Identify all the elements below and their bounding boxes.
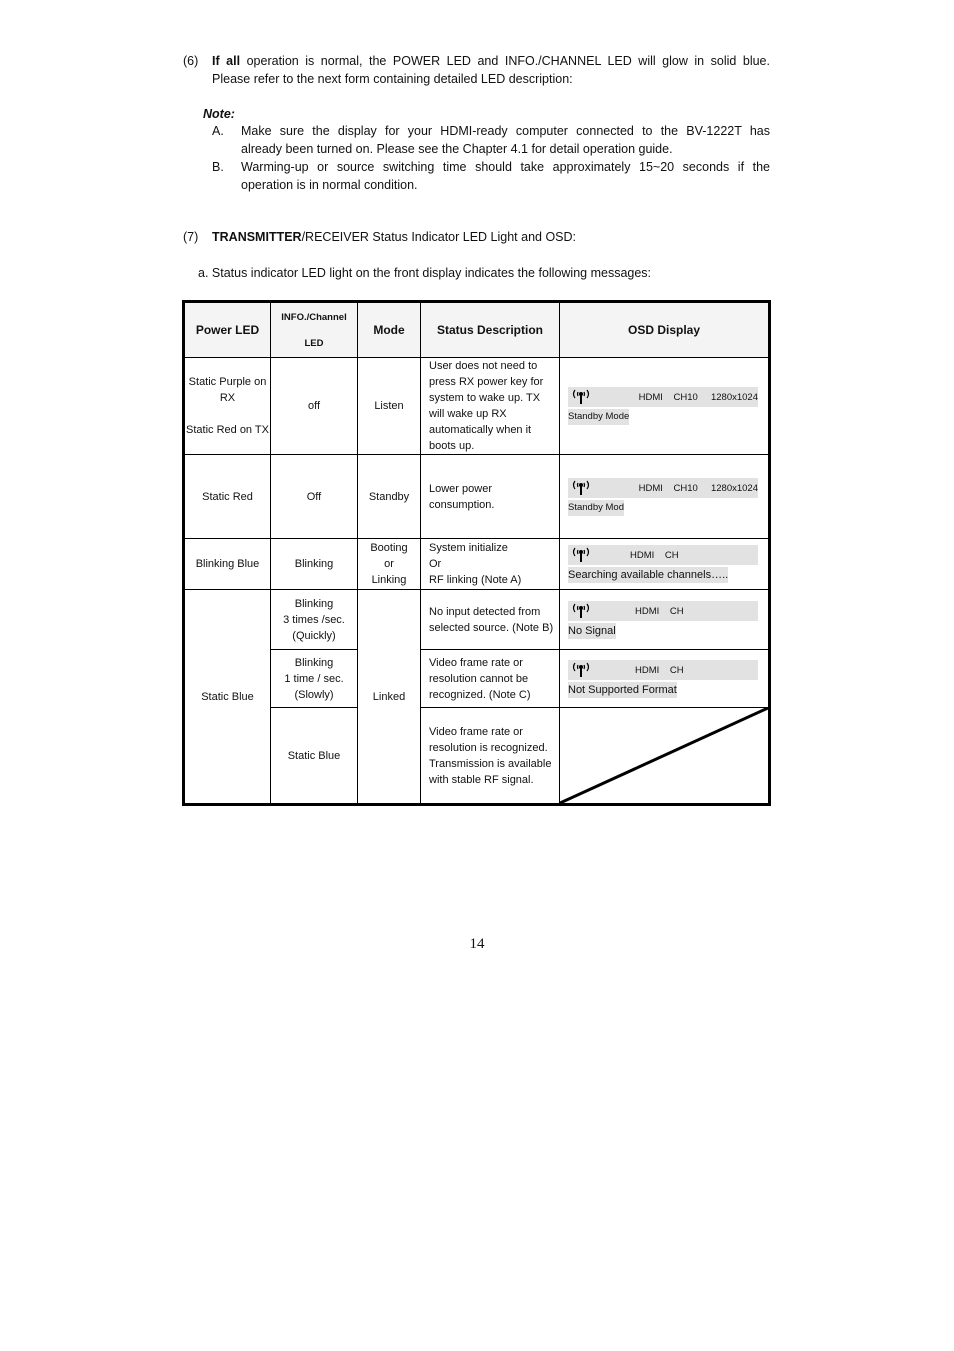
row1-desc: User does not need to press RX power key for system to wake up. TX will wake up RX automatically when it boots up. — [421, 358, 560, 455]
note-b-line2: operation is in normal condition. — [241, 178, 418, 192]
row1-power-line2: Static Red on TX — [186, 424, 269, 436]
item6-lead-bold: If all — [212, 54, 241, 68]
row2-osd — [560, 455, 770, 539]
note-title: Note: — [203, 107, 235, 121]
row4-mode: Linked — [358, 590, 421, 805]
row2-info: Off — [271, 455, 358, 539]
row3-osd — [560, 539, 770, 590]
table-row — [184, 708, 770, 805]
row4b-info-line2: 1 time / sec. — [284, 672, 344, 685]
row4b-info — [271, 650, 358, 708]
row1-info: off — [271, 358, 358, 455]
diagonal-slash — [560, 708, 768, 803]
page-number: 14 — [469, 936, 485, 952]
row4c-osd-empty — [560, 708, 770, 805]
osd-info: HDMI CH — [635, 664, 684, 676]
item7-number: (7) — [183, 230, 199, 244]
antenna-icon — [571, 544, 591, 562]
item7-bold: TRANSMITTER — [212, 230, 302, 244]
antenna-icon — [571, 600, 591, 618]
row3-desc — [421, 539, 560, 590]
row4-power: Static Blue — [184, 590, 271, 805]
row2-desc: Lower power consumption. — [421, 455, 560, 539]
table-row — [184, 590, 770, 650]
osd-status-bar — [568, 387, 758, 407]
row4a-osd — [560, 590, 770, 650]
note-b-label: B. — [212, 160, 224, 174]
row3-desc-line1: System initialize — [429, 542, 508, 554]
row3-desc-line3: RF linking (Note A) — [429, 574, 522, 586]
row4b-info-line1: Blinking — [294, 656, 334, 669]
row1-osd — [560, 358, 770, 455]
header-info-line1: INFO./Channel — [281, 311, 347, 323]
row4a-info-line1: Blinking — [294, 597, 334, 610]
row4b-info-line3: (Slowly) — [294, 688, 334, 701]
table-row — [184, 539, 770, 590]
antenna-icon — [571, 477, 591, 495]
row1-power — [184, 358, 271, 455]
row3-info: Blinking — [271, 539, 358, 590]
item7-heading — [212, 228, 576, 246]
row3-power: Blinking Blue — [184, 539, 271, 590]
header-mode: Mode — [358, 302, 421, 358]
antenna-icon — [571, 659, 591, 677]
table-row — [184, 358, 770, 455]
row4a-desc: No input detected from selected source. (Note B) — [421, 590, 560, 650]
table-header-row — [184, 302, 770, 358]
row3-mode-line3: Linking — [371, 574, 407, 586]
item6-line1-rest: operation is normal, the POWER LED and INFO./CHANNEL LED will glow in solid blue. — [246, 54, 770, 68]
row2-power: Static Red — [184, 455, 271, 539]
row2-mode: Standby — [358, 455, 421, 539]
item6-line2: Please refer to the next form containing detailed LED description: — [212, 72, 573, 86]
row4a-info — [271, 590, 358, 650]
header-info-line2: LED — [304, 337, 324, 349]
row4c-info: Static Blue — [271, 708, 358, 805]
osd-message: Standby Mod — [568, 500, 624, 516]
note-a-line2: already been turned on. Please see the Chapter 4.1 for detail operation guide. — [241, 142, 673, 156]
note-a-label: A. — [212, 124, 224, 138]
row3-mode — [358, 539, 421, 590]
header-status: Status Description — [421, 302, 560, 358]
row1-mode: Listen — [358, 358, 421, 455]
item6-line1 — [212, 52, 770, 70]
osd-info: HDMI CH — [635, 605, 684, 617]
row3-desc-line2: Or — [429, 558, 442, 570]
table-row — [184, 455, 770, 539]
item7-sub: a. Status indicator LED light on the front display indicates the following messages: — [198, 266, 652, 280]
osd-message: No Signal — [568, 624, 616, 637]
osd-info: HDMI CH10 1280x1024 — [638, 482, 758, 494]
osd-status-bar — [568, 478, 758, 498]
note-b-line1: Warming-up or source switching time should take approximately 15~20 seconds if the — [241, 160, 770, 174]
osd-message: Not Supported Format — [568, 683, 677, 696]
osd-message: Standby Mode — [568, 409, 629, 425]
row4a-info-line2: 3 times /sec. — [283, 613, 345, 626]
row4a-info-line3: (Quickly) — [292, 629, 336, 642]
row3-mode-line2: or — [384, 558, 394, 570]
item6-number: (6) — [183, 54, 199, 68]
osd-message: Searching available channels….. — [568, 569, 729, 581]
header-info-led — [271, 302, 358, 358]
antenna-icon — [571, 386, 591, 404]
row4b-osd — [560, 650, 770, 708]
osd-info: HDMI CH10 1280x1024 — [638, 392, 758, 403]
osd-info: HDMI CH — [630, 550, 679, 561]
row4c-desc: Video frame rate or resolution is recognized. Transmission is available with stable RF signal. — [421, 708, 560, 805]
row1-power-line1: Static Purple on RX — [188, 376, 267, 404]
osd-status-bar — [568, 545, 758, 565]
table-row — [184, 650, 770, 708]
osd-status-bar — [568, 601, 758, 621]
led-status-table — [182, 300, 771, 806]
header-osd: OSD Display — [560, 302, 770, 358]
header-power-led: Power LED — [184, 302, 271, 358]
row4b-desc: Video frame rate or resolution cannot be recognized. (Note C) — [421, 650, 560, 708]
osd-status-bar — [568, 660, 758, 680]
row3-mode-line1: Booting — [370, 542, 408, 554]
note-a-line1: Make sure the display for your HDMI-ready computer connected to the BV-1222T has — [241, 124, 770, 138]
item7-rest: /RECEIVER Status Indicator LED Light and OSD: — [301, 230, 577, 244]
